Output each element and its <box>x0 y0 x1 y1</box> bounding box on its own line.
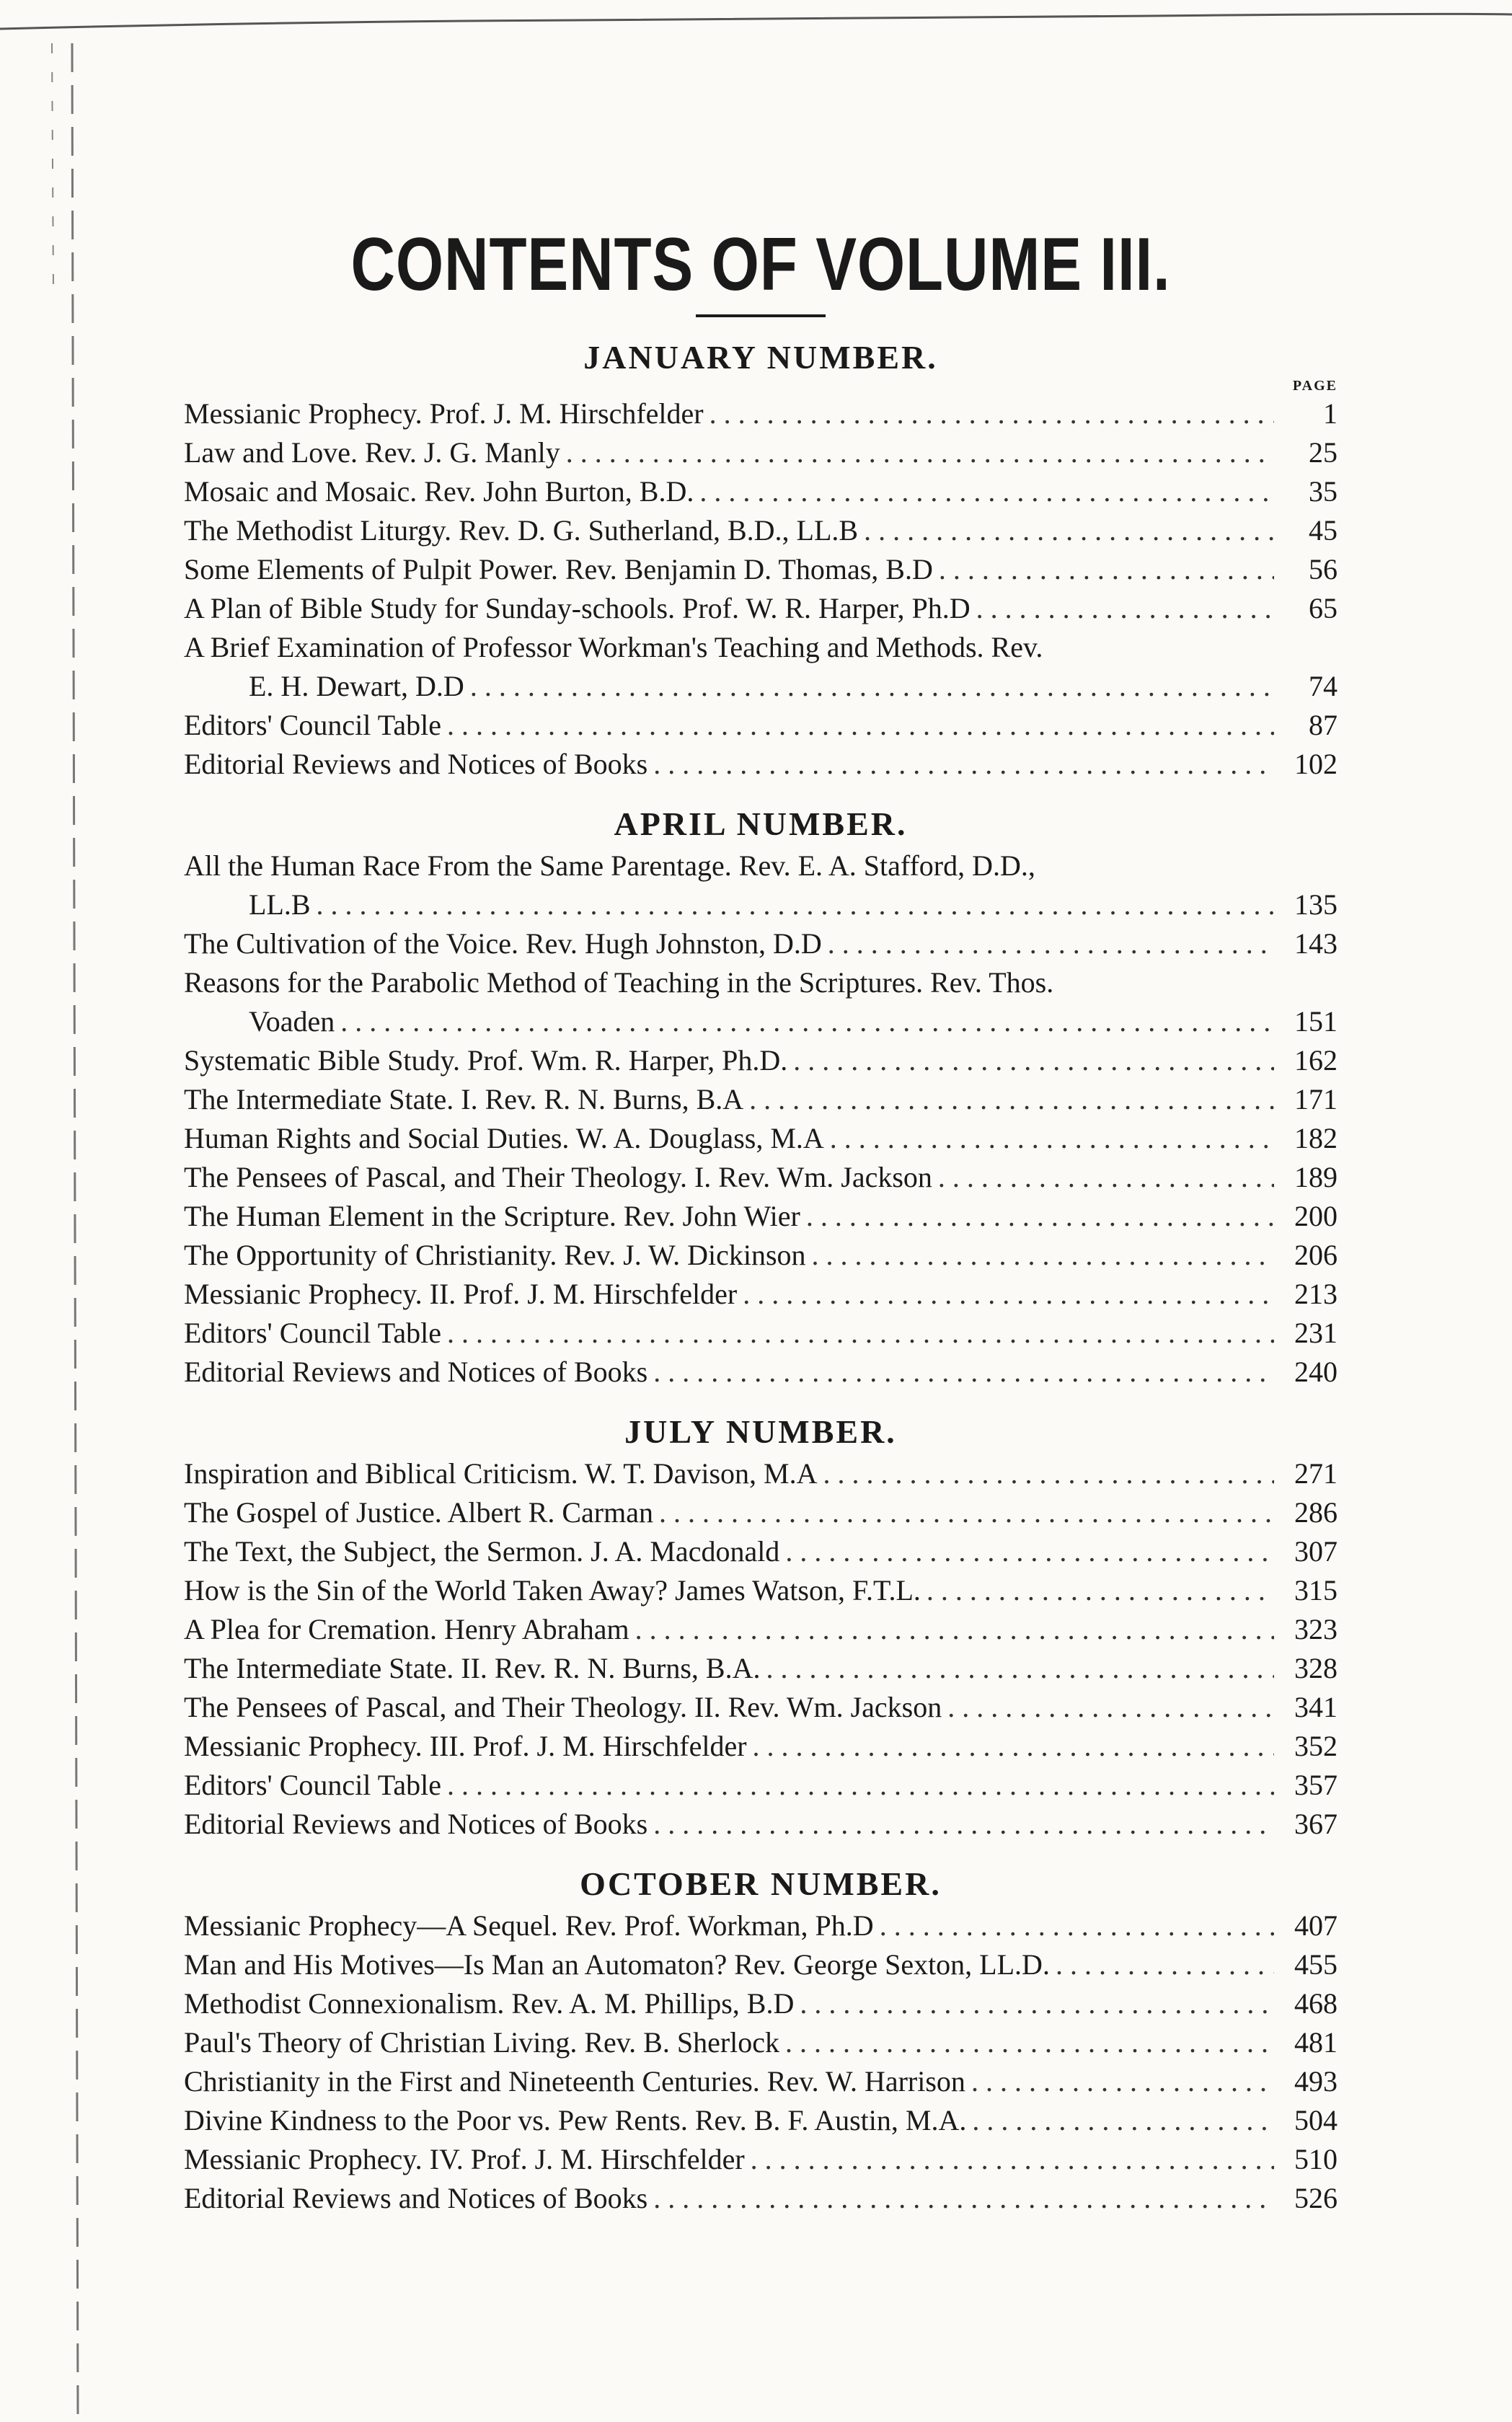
entry-title: The Methodist Liturgy. Rev. D. G. Sutherland, B.D., LL.B <box>184 513 859 547</box>
contents-entry <box>184 1080 1338 1119</box>
entry-title: A Plan of Bible Study for Sunday-schools. Prof. W. R. Harper, Ph.D <box>184 591 971 624</box>
dot-leader <box>653 1805 1274 1844</box>
entry-title: Messianic Prophecy. III. Prof. J. M. Hirschfelder <box>184 1729 747 1762</box>
page-number: 510 <box>1294 2143 1338 2176</box>
page-title: CONTENTS OF VOLUME III. <box>350 223 1171 306</box>
dot-leader <box>785 2023 1274 2062</box>
page-number: 65 <box>1309 591 1338 624</box>
page-column-label: PAGE <box>1292 377 1338 394</box>
entry-title: A Plea for Cremation. Henry Abraham <box>184 1612 629 1645</box>
dot-leader <box>880 1906 1274 1945</box>
entry-title: Editors' Council Table <box>184 1316 441 1349</box>
entry-title: Editors' Council Table <box>184 708 441 741</box>
contents-entry <box>184 924 1338 963</box>
dot-leader <box>566 433 1274 472</box>
contents-entry <box>184 2062 1338 2101</box>
entry-title-continued: E. H. Dewart, D.D <box>249 669 464 702</box>
entry-title: Messianic Prophecy. IV. Prof. J. M. Hirschfelder <box>184 2143 745 2176</box>
dot-leader <box>317 885 1274 924</box>
dot-leader <box>830 1119 1274 1158</box>
entry-title: The Gospel of Justice. Albert R. Carman <box>184 1495 653 1529</box>
section-heading: OCTOBER NUMBER. <box>580 1865 942 1902</box>
entry-title-continued: LL.B <box>249 888 311 921</box>
entry-title: The Intermediate State. I. Rev. R. N. Burns, B.A <box>184 1082 744 1115</box>
entry-list <box>184 1454 1338 1844</box>
entry-title: Human Rights and Social Duties. W. A. Douglass, M.A <box>184 1121 824 1154</box>
dot-leader <box>743 1275 1274 1314</box>
dot-leader <box>864 511 1274 550</box>
page-number: 171 <box>1294 1082 1338 1115</box>
page-number: 45 <box>1309 513 1338 547</box>
contents-entry <box>184 1353 1338 1392</box>
title-rule <box>696 314 826 317</box>
page-number: 1 <box>1323 397 1338 430</box>
page-number: 341 <box>1294 1690 1338 1723</box>
page-number: 323 <box>1294 1612 1338 1645</box>
entry-list <box>184 1906 1338 2218</box>
dot-leader <box>635 1610 1274 1649</box>
page-number: 307 <box>1294 1534 1338 1568</box>
dot-leader <box>806 1197 1274 1236</box>
scan-edge-left <box>0 0 115 2422</box>
contents-entry <box>184 433 1338 472</box>
contents-entry <box>184 1727 1338 1766</box>
page-number: 526 <box>1294 2182 1338 2215</box>
entry-title: Messianic Prophecy. II. Prof. J. M. Hirschfelder <box>184 1277 738 1310</box>
contents-entry <box>184 394 1338 433</box>
scan-edge-top <box>0 0 1512 43</box>
contents-entry <box>184 1984 1338 2023</box>
dot-leader <box>709 394 1274 433</box>
entry-title: The Intermediate State. II. Rev. R. N. Burns, B.A. <box>184 1651 761 1684</box>
dot-leader <box>447 706 1274 745</box>
entry-title: Editorial Reviews and Notices of Books <box>184 747 648 780</box>
page-number: 328 <box>1294 1651 1338 1684</box>
dot-leader <box>939 550 1274 589</box>
entry-title: Some Elements of Pulpit Power. Rev. Benjamin D. Thomas, B.D <box>184 552 933 585</box>
page-number: 352 <box>1294 1729 1338 1762</box>
page-number: 231 <box>1294 1316 1338 1349</box>
section-october <box>184 1864 1338 2218</box>
page-number: 357 <box>1294 1768 1338 1801</box>
dot-leader <box>785 1532 1274 1571</box>
entry-title: Paul's Theory of Christian Living. Rev. B. Sherlock <box>184 2026 780 2059</box>
contents-entry <box>184 1197 1338 1236</box>
page-number: 162 <box>1294 1043 1338 1077</box>
entry-title: Inspiration and Biblical Criticism. W. T. Davison, M.A <box>184 1457 818 1490</box>
page-number: 135 <box>1294 888 1338 921</box>
entry-title: The Cultivation of the Voice. Rev. Hugh Johnston, D.D <box>184 927 822 960</box>
entry-title: A Brief Examination of Professor Workman's Teaching and Methods. Rev. <box>184 630 1043 663</box>
contents-sections <box>184 337 1338 2218</box>
contents-entry <box>184 1571 1338 1610</box>
entry-title: The Text, the Subject, the Sermon. J. A. Macdonald <box>184 1534 780 1568</box>
contents-entry <box>184 1766 1338 1805</box>
contents-entry <box>184 745 1338 784</box>
contents-entry <box>184 511 1338 550</box>
entry-title: The Human Element in the Scripture. Rev. John Wier <box>184 1199 800 1232</box>
section-january <box>184 337 1338 783</box>
contents-entry <box>184 2023 1338 2062</box>
dot-leader <box>447 1314 1274 1353</box>
contents-entry <box>184 550 1338 589</box>
page-number: 182 <box>1294 1121 1338 1154</box>
contents-entry <box>184 1945 1338 1984</box>
page-number: 407 <box>1294 1909 1338 1943</box>
entry-title-continued: Voaden <box>249 1004 335 1038</box>
contents-entry <box>184 2140 1338 2179</box>
page-number: 367 <box>1294 1807 1338 1840</box>
page-number: 143 <box>1294 927 1338 960</box>
entry-title: The Pensees of Pascal, and Their Theology. I. Rev. Wm. Jackson <box>184 1160 932 1193</box>
entry-title: Law and Love. Rev. J. G. Manly <box>184 436 560 469</box>
page-number: 468 <box>1294 1987 1338 2020</box>
page-number: 74 <box>1309 669 1338 702</box>
section-heading: JANUARY NUMBER. <box>583 339 938 376</box>
contents-entry <box>184 472 1338 511</box>
dot-leader <box>659 1493 1274 1532</box>
contents-entry <box>184 1906 1338 1945</box>
dot-leader <box>749 1080 1274 1119</box>
contents-entry <box>184 1275 1338 1314</box>
entry-title: Divine Kindness to the Poor vs. Pew Rents. Rev. B. F. Austin, M.A. <box>184 2104 967 2137</box>
section-july <box>184 1412 1338 1844</box>
entry-title: Editorial Reviews and Notices of Books <box>184 1807 648 1840</box>
contents-entry <box>184 2101 1338 2140</box>
contents-entry <box>184 1314 1338 1353</box>
contents-entry <box>184 1493 1338 1532</box>
dot-leader <box>828 924 1274 963</box>
section-april <box>184 804 1338 1392</box>
entry-title: How is the Sin of the World Taken Away? James Watson, F.T.L. <box>184 1573 921 1606</box>
entry-title: Editorial Reviews and Notices of Books <box>184 2182 648 2215</box>
page-number: 206 <box>1294 1238 1338 1271</box>
page-number: 189 <box>1294 1160 1338 1193</box>
contents-entry <box>184 1610 1338 1649</box>
dot-leader <box>766 1649 1274 1688</box>
dot-leader <box>800 1984 1274 2023</box>
contents-entry <box>184 1041 1338 1080</box>
entry-title: Reasons for the Parabolic Method of Teaching in the Scriptures. Rev. Thos. <box>184 965 1054 999</box>
dot-leader <box>938 1158 1274 1197</box>
entry-list <box>184 847 1338 1392</box>
entry-title: The Pensees of Pascal, and Their Theology. II. Rev. Wm. Jackson <box>184 1690 942 1723</box>
dot-leader <box>972 2101 1274 2140</box>
page-number: 87 <box>1309 708 1338 741</box>
dot-leader <box>653 1353 1274 1392</box>
entry-title: Mosaic and Mosaic. Rev. John Burton, B.D. <box>184 474 694 508</box>
page-number: 151 <box>1294 1004 1338 1038</box>
entry-title: Messianic Prophecy—A Sequel. Rev. Prof. Workman, Ph.D <box>184 1909 874 1943</box>
contents-entry <box>184 1649 1338 1688</box>
dot-leader <box>927 1571 1274 1610</box>
dot-leader <box>340 1002 1274 1041</box>
dot-leader <box>699 472 1274 511</box>
contents-entry <box>184 1119 1338 1158</box>
page-number: 481 <box>1294 2026 1338 2059</box>
dot-leader <box>793 1041 1274 1080</box>
page-number: 493 <box>1294 2065 1338 2098</box>
dot-leader <box>470 667 1274 706</box>
dot-leader <box>812 1236 1274 1275</box>
entry-list <box>184 394 1338 784</box>
dot-leader <box>976 589 1274 628</box>
page-number: 213 <box>1294 1277 1338 1310</box>
page-number: 35 <box>1309 474 1338 508</box>
dot-leader <box>653 745 1274 784</box>
entry-title: Systematic Bible Study. Prof. Wm. R. Harper, Ph.D. <box>184 1043 788 1077</box>
entry-title: Methodist Connexionalism. Rev. A. M. Phillips, B.D <box>184 1987 795 2020</box>
page-number: 315 <box>1294 1573 1338 1606</box>
page-number: 455 <box>1294 1948 1338 1981</box>
page-number: 271 <box>1294 1457 1338 1490</box>
dot-leader <box>823 1454 1274 1493</box>
entry-title: The Opportunity of Christianity. Rev. J. W. Dickinson <box>184 1238 806 1271</box>
contents-entry <box>184 1454 1338 1493</box>
dot-leader <box>653 2179 1274 2218</box>
entry-title: Editors' Council Table <box>184 1768 441 1801</box>
page-number: 200 <box>1294 1199 1338 1232</box>
contents-page <box>184 224 1338 2218</box>
dot-leader <box>751 2140 1274 2179</box>
contents-entry <box>184 1236 1338 1275</box>
contents-entry <box>184 847 1338 924</box>
contents-entry <box>184 589 1338 628</box>
contents-entry <box>184 628 1338 706</box>
entry-title: Editorial Reviews and Notices of Books <box>184 1355 648 1388</box>
entry-title: All the Human Race From the Same Parentage. Rev. E. A. Stafford, D.D., <box>184 849 1035 882</box>
contents-entry <box>184 1805 1338 1844</box>
contents-entry <box>184 706 1338 745</box>
entry-title: Christianity in the First and Nineteenth Centuries. Rev. W. Harrison <box>184 2065 965 2098</box>
page-number: 102 <box>1294 747 1338 780</box>
contents-entry <box>184 1532 1338 1571</box>
dot-leader <box>971 2062 1274 2101</box>
entry-title: Messianic Prophecy. Prof. J. M. Hirschfelder <box>184 397 704 430</box>
page-number: 286 <box>1294 1495 1338 1529</box>
dot-leader <box>1056 1945 1274 1984</box>
page-number: 504 <box>1294 2104 1338 2137</box>
section-heading: JULY NUMBER. <box>624 1413 897 1450</box>
section-heading: APRIL NUMBER. <box>614 805 908 842</box>
contents-entry <box>184 1158 1338 1197</box>
page-number: 56 <box>1309 552 1338 585</box>
entry-title: Man and His Motives—Is Man an Automaton? Rev. George Sexton, LL.D. <box>184 1948 1050 1981</box>
dot-leader <box>753 1727 1274 1766</box>
dot-leader <box>447 1766 1274 1805</box>
page-number: 240 <box>1294 1355 1338 1388</box>
contents-entry <box>184 963 1338 1041</box>
page-number: 25 <box>1309 436 1338 469</box>
contents-entry <box>184 2179 1338 2218</box>
contents-entry <box>184 1688 1338 1727</box>
dot-leader <box>947 1688 1274 1727</box>
